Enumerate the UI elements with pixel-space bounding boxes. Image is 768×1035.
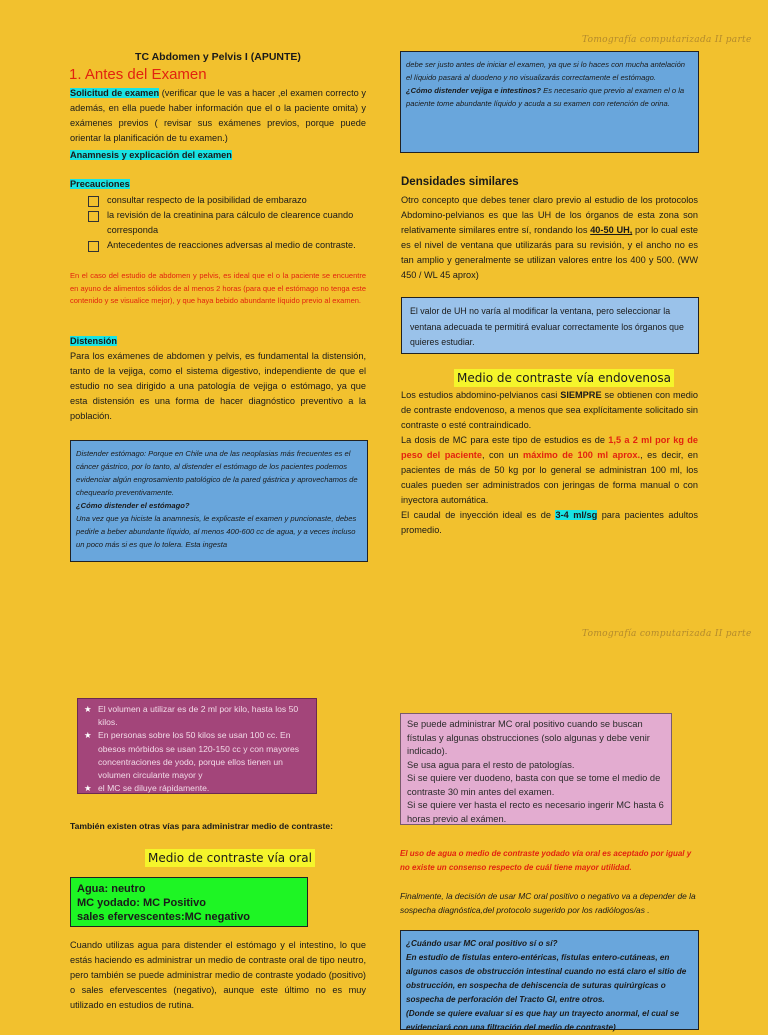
list-item: ★ En personas sobre los 50 kilos se usan 100 cc. En obesos mórbidos se usan 120-150 cc y con mayores concentraciones de yodo, porque ellos tienen un volumen circulante mayor y xyxy=(84,729,310,782)
estomago-info-box xyxy=(70,440,368,562)
otras-vias-text: También existen otras vías para administrar medio de contraste: xyxy=(70,821,333,831)
estomago-answer: Una vez que ya hiciste la anamnesis, le explicaste el examen y puncionaste, debes pedirle a beber abundante líquido, al menos 400-600 cc de agua, y a veces incluso un poco más si es que lo tolera. Esta ingesta xyxy=(76,514,357,549)
vejiga-info-box xyxy=(400,51,699,153)
anamnesis-label: Anamnesis y explicación del examen xyxy=(70,150,232,160)
vejiga-answer: Es necesario que previo al examen el o la paciente tome abundante líquido y acuda a su examen con retención de orina. xyxy=(406,86,685,108)
anamnesis-paragraph xyxy=(70,148,232,163)
distension-text: Para los exámenes de abdomen y pelvis, es fundamental la distensión, tanto de la vejiga, como el sistema digestivo, independiente de que el estudio no sea dirigido a una patología de vejiga o estómago, ya que esta distensión es una forma de hacer diagnóstico preventivo a la población. xyxy=(70,351,366,421)
uh-value: 40-50 UH, xyxy=(590,225,633,235)
oral-text: Cuando utilizas agua para distender el estómago y el intestino, lo que estás haciendo es administrar un medio de contraste oral de tipo neutro, pero también se puede administrar medio de contraste yodado (positivo) o sales efervescentes (negativo), aunque este último no es muy utilizado en estudios de rutina. xyxy=(70,940,366,1010)
page-header-1: Tomografía computarizada II parte xyxy=(582,35,752,45)
checklist-item: Antecedentes de reacciones adversas al medio de contraste. xyxy=(88,238,368,253)
dosis-box xyxy=(77,698,317,794)
star-bullet-icon: ★ xyxy=(84,783,92,794)
oral-title: Medio de contraste vía oral xyxy=(145,849,315,867)
checkbox-icon xyxy=(88,241,99,252)
precauciones-label: Precauciones xyxy=(70,179,130,189)
distension-heading xyxy=(70,334,117,349)
list-item: ★ el MC se diluye rápidamente. xyxy=(84,782,310,795)
mc-oral-info-box: Se puede administrar MC oral positivo cuando se buscan fístulas y algunas obstrucciones (solo algunas y debe venir indicado). Se usa agua para el resto de patologías. Si se quiere ver duodeno, basta con que se tome el medio de contraste 30 min antes del examen. Si se quiere ver hasta el recto es necesario ingerir MC hasta 6 horas previo al exámen. xyxy=(400,713,672,825)
star-bullet-icon: ★ xyxy=(84,730,92,741)
vejiga-question: ¿Cómo distender vejiga e intestinos? xyxy=(406,86,542,95)
ayuno-note: En el caso del estudio de abdomen y pelvis, es ideal que el o la paciente se encuentre en ayuno de alimentos sólidos de al menos 2 horas (para que el estómago no tenga este contenido y se visualice mejor), y que haya bebido abundante líquido previo al examen. xyxy=(70,271,366,305)
endovenosa-title: Medio de contraste vía endovenosa xyxy=(454,369,674,387)
endovenosa-text: Los estudios abdomino-pelvianos casi SIEMPRE se obtienen con medio de contraste endovenoso, a menos que sea explícitamente solicitado sin contraste o esté contraindicado. La dosis de MC para este tipo de estudios es de 1,5 a 2 ml por kg de peso del paciente, con un máximo de 100 ml aprox., es decir, en pacientes de más de 50 kg por lo general se administran 100 ml, los cuales pueden ser administrados con jeringas de forma manual o con inyectora automática. El caudal de inyección ideal es de 3-4 ml/sg para pacientes adultos promedio. xyxy=(401,390,699,535)
densidades-text: Otro concepto que debes tener claro previo al estudio de los protocolos Abdomino-pelvianos es que las UH de los órganos de esta zona son relativamente similares entre sí, rondando los 40-50 UH, por lo cual este es el nivel de ventana que utilizarás para su revisión, y el ancho no es tan amplio y generalmente se utilizan valores entre los 400 y 500. (WW 450 / WL 45 aprox) xyxy=(401,195,698,280)
finalmente-text: Finalmente, la decisión de usar MC oral positivo o negativo va a depender de la sospecha diagnóstica,del protocolo sugerido por los radiólogos/as . xyxy=(400,891,696,915)
checklist-item: la revisión de la creatinina para cálculo de clearence cuando corresponda xyxy=(88,208,368,238)
solicitud-label: Solicitud de examen xyxy=(70,88,160,98)
estomago-text: Distender estómago: Porque en Chile una de las neoplasias más frecuentes es el cáncer gástrico, por lo tanto, al distender el estómago de los pacientes podemos evidenciar algún engrosamiento patológico de la pared gástrica y aprovechamos de chequearlo preventivamente. xyxy=(76,449,358,497)
checkbox-icon xyxy=(88,196,99,207)
precauciones-heading xyxy=(70,177,130,192)
star-bullet-icon: ★ xyxy=(84,704,92,714)
oral-types-box: Agua: neutro MC yodado: MC Positivo sales efervescentes:MC negativo xyxy=(70,877,308,927)
section-title-antes: 1. Antes del Examen xyxy=(69,66,207,83)
densidades-title: Densidades similares xyxy=(401,176,519,188)
distension-label: Distensión xyxy=(70,336,117,346)
mc-positivo-note: (Donde se quiere evaluar si es que hay un trayecto anormal, el cual se evidenciará con una filtración del medio de contraste) xyxy=(406,1009,680,1032)
agua-note: El uso de agua o medio de contraste yodado vía oral es aceptado por igual y no existe un consenso respecto de cuál tiene mayor utilidad. xyxy=(400,849,692,872)
estomago-continuation: debe ser justo antes de iniciar el examen, ya que si lo haces con mucha antelación el líquido pasará al duodeno y no visualizarás correctamente el estómago. xyxy=(406,60,686,82)
estomago-question: ¿Cómo distender el estómago? xyxy=(76,501,190,510)
precauciones-list xyxy=(88,193,368,253)
mc-positivo-answer: En estudio de fístulas entero-entéricas, fístulas entero-cutáneas, en algunos casos de obstrucción intestinal cuando no está claro el sitio de obstrucción, en sospecha de dehiscencia de suturas quirúrgicas o sospecha de perforación del Tracto GI, entre otros. xyxy=(406,953,687,1004)
mc-positivo-box xyxy=(400,930,699,1030)
checkbox-icon xyxy=(88,211,99,222)
doc-title: TC Abdomen y Pelvis I (APUNTE) xyxy=(135,51,301,63)
list-item: ★ El volumen a utilizar es de 2 ml por kilo, hasta los 50 kilos. xyxy=(84,703,310,729)
solicitud-paragraph xyxy=(70,86,366,146)
page-header-2: Tomografía computarizada II parte xyxy=(582,629,752,639)
checklist-item: consultar respecto de la posibilidad de embarazo xyxy=(88,193,368,208)
mc-positivo-question: ¿Cuándo usar MC oral positivo sí o sí? xyxy=(406,939,558,948)
uh-info-box: El valor de UH no varía al modificar la ventana, pero seleccionar la ventana adecuada te permitirá evaluar correctamente los órganos que quieres estudiar. xyxy=(401,297,699,354)
solicitud-text: (verificar que le vas a hacer ,el examen correcto y además, en ella puede haber información que el o la paciente omita) y exámenes previos ( revisar sus exámenes previos, porque puede orientar la planificación de tu examen.) xyxy=(70,88,366,143)
